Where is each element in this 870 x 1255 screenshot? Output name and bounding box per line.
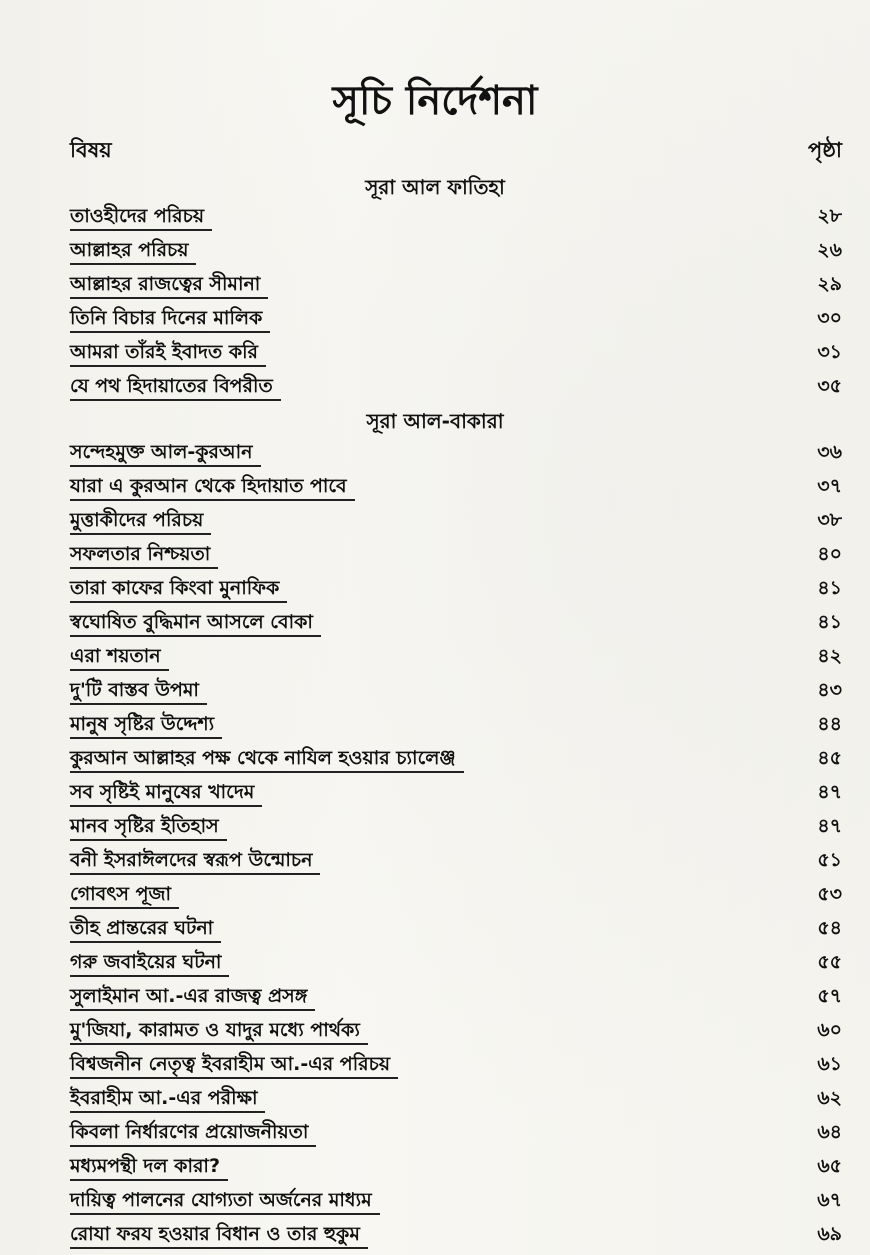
toc-entry[interactable]: [70, 1185, 842, 1219]
toc-entry[interactable]: [70, 371, 842, 405]
toc-entry[interactable]: [70, 201, 842, 235]
toc-entry[interactable]: [70, 607, 842, 641]
toc-entry[interactable]: [70, 337, 842, 371]
toc-entry-topic: আল্লাহর রাজত্বের সীমানা: [70, 271, 268, 299]
toc-entry[interactable]: [70, 539, 842, 573]
toc-entry-page: ৪২: [817, 645, 842, 667]
toc-entry-page: ৫১: [817, 849, 842, 871]
toc-entry-page: ৬৯: [817, 1223, 842, 1245]
toc-entry-topic: ইবরাহীম আ.-এর পরীক্ষা: [70, 1085, 265, 1113]
toc-entry[interactable]: [70, 981, 842, 1015]
toc-entry[interactable]: [70, 709, 842, 743]
toc-entry[interactable]: [70, 675, 842, 709]
toc-entry-page: ৬৪: [817, 1121, 842, 1143]
toc-entry-topic: মানব সৃষ্টির ইতিহাস: [70, 813, 227, 841]
toc-entry[interactable]: [70, 437, 842, 471]
toc-entry[interactable]: [70, 303, 842, 337]
toc-entry-page: ৬৫: [817, 1155, 842, 1177]
toc-entry-page: ৪৩: [817, 679, 842, 701]
toc-entry[interactable]: [70, 1015, 842, 1049]
toc-entry-page: ৩৫: [817, 375, 842, 397]
toc-entry-topic: স্বঘোষিত বুদ্ধিমান আসলে বোকা: [70, 609, 321, 637]
toc-entry-topic: সুলাইমান আ.-এর রাজত্ব প্রসঙ্গ: [70, 983, 315, 1011]
toc-entry-page: ৬১: [817, 1053, 842, 1075]
toc-entry-page: ৫৩: [817, 883, 842, 905]
toc-entry[interactable]: [70, 1117, 842, 1151]
toc-entry-topic: মানুষ সৃষ্টির উদ্দেশ্য: [70, 711, 222, 739]
toc-entry-topic: যারা এ কুরআন থেকে হিদায়াত পাবে: [70, 473, 355, 501]
toc-entry-page: ৫৪: [817, 917, 842, 939]
toc-entry[interactable]: [70, 743, 842, 777]
toc-entry-topic: যে পথ হিদায়াতের বিপরীত: [70, 373, 281, 401]
toc-entry[interactable]: [70, 1049, 842, 1083]
toc-entry[interactable]: [70, 1151, 842, 1185]
toc-entry-page: ৬৭: [817, 1189, 842, 1211]
toc-entry-topic: বিশ্বজনীন নেতৃত্ব ইবরাহীম আ.-এর পরিচয়: [70, 1051, 398, 1079]
toc-entry-page: ২৬: [817, 239, 842, 261]
toc-entry-page: ৬০: [817, 1019, 842, 1041]
toc-entry[interactable]: [70, 269, 842, 303]
toc-entry[interactable]: [70, 845, 842, 879]
toc-entry-page: ৪০: [817, 543, 842, 565]
toc-entry-page: ৫৭: [817, 985, 842, 1007]
toc-entry-topic: আমরা তাঁরই ইবাদত করি: [70, 339, 266, 367]
toc-entry[interactable]: [70, 777, 842, 811]
toc-entry-topic: মুত্তাকীদের পরিচয়: [70, 507, 211, 535]
toc-entry-topic: কিবলা নির্ধারণের প্রয়োজনীয়তা: [70, 1119, 316, 1147]
toc-entry[interactable]: [70, 1219, 842, 1253]
toc-entry[interactable]: [70, 913, 842, 947]
toc-entry[interactable]: [70, 471, 842, 505]
toc-entry-page: ৪৭: [817, 781, 842, 803]
toc-entry-topic: গরু জবাইয়ের ঘটনা: [70, 949, 229, 977]
toc-entry-page: ৪৭: [817, 815, 842, 837]
toc-entry[interactable]: [70, 235, 842, 269]
section-heading-fatiha: সূরা আল ফাতিহা: [365, 175, 505, 199]
toc-entry-topic: কুরআন আল্লাহর পক্ষ থেকে নাযিল হওয়ার চ্যালেঞ্জ: [70, 745, 464, 773]
toc-entry-topic: তাওহীদের পরিচয়: [70, 203, 212, 231]
toc-entry[interactable]: [70, 1083, 842, 1117]
toc-entry-page: ৪৪: [817, 713, 842, 735]
toc-entry-topic: সন্দেহমুক্ত আল-কুরআন: [70, 439, 261, 467]
toc-entry-topic: তিনি বিচার দিনের মালিক: [70, 305, 270, 333]
toc-entry-page: ৩৭: [817, 475, 842, 497]
toc-entry-topic: রোযা ফরয হওয়ার বিধান ও তার হুকুম: [70, 1221, 368, 1249]
toc-entry[interactable]: [70, 641, 842, 675]
toc-entry-topic: দু'টি বাস্তব উপমা: [70, 677, 207, 705]
toc-entry-topic: আল্লাহর পরিচয়: [70, 237, 196, 265]
toc-entry-topic: এরা শয়তান: [70, 643, 169, 671]
toc-entry-page: ৩০: [817, 307, 842, 329]
toc-entry[interactable]: [70, 879, 842, 913]
toc-entry-topic: মু'জিযা, কারামত ও যাদুর মধ্যে পার্থক্য: [70, 1017, 368, 1045]
toc-entry[interactable]: [70, 505, 842, 539]
toc-entry-page: ৪১: [817, 577, 842, 599]
toc-entry-page: ৪১: [817, 611, 842, 633]
toc-entry-page: ৬২: [817, 1087, 842, 1109]
subject-column-header: বিষয়: [70, 138, 112, 162]
page-column-header: পৃষ্ঠা: [807, 138, 842, 162]
toc-entry-topic: গোবৎস পূজা: [70, 881, 179, 909]
toc-entry-page: ২৯: [817, 273, 842, 295]
toc-entry-page: ৩১: [817, 341, 842, 363]
toc-entry-page: ৫৫: [817, 951, 842, 973]
toc-entry-page: ৩৮: [817, 509, 842, 531]
toc-entry-topic: তারা কাফের কিংবা মুনাফিক: [70, 575, 287, 603]
toc-entry-topic: বনী ইসরাঈলদের স্বরূপ উন্মোচন: [70, 847, 320, 875]
toc-entry[interactable]: [70, 811, 842, 845]
toc-entry-topic: সব সৃষ্টিই মানুষের খাদেম: [70, 779, 262, 807]
toc-entry-page: ৩৬: [817, 441, 842, 463]
toc-entry-topic: সফলতার নিশ্চয়তা: [70, 541, 218, 569]
toc-entry-topic: তীহ প্রান্তরের ঘটনা: [70, 915, 221, 943]
toc-entry-topic: মধ্যমপন্থী দল কারা?: [70, 1153, 228, 1181]
section-heading-baqara: সূরা আল-বাকারা: [366, 409, 504, 433]
page-title: সূচি নির্দেশনা: [332, 78, 538, 124]
toc-entry-page: ৪৫: [817, 747, 842, 769]
toc-entry[interactable]: [70, 573, 842, 607]
toc-entry[interactable]: [70, 947, 842, 981]
toc-entry-topic: দায়িত্ব পালনের যোগ্যতা অর্জনের মাধ্যম: [70, 1187, 380, 1215]
column-header-row: [70, 134, 842, 164]
toc-entry-page: ২৮: [817, 205, 842, 227]
